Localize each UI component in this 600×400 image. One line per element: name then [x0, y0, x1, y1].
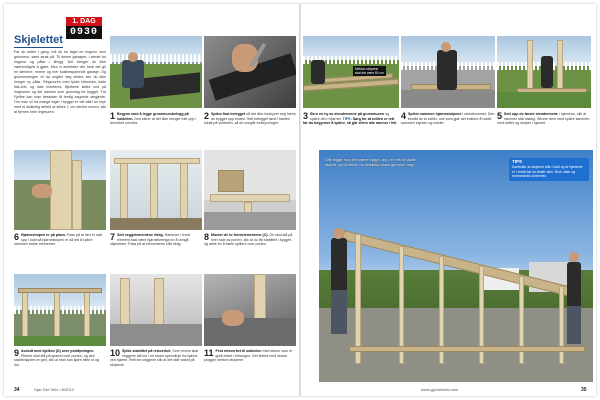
caption-step-6: 6 Hjørnestolpen er på plass. Pass på at den er satt opp i lodd så hjørnestolpen er så lett å spikre sammen andre elementer. — [14, 232, 102, 247]
photo-step-3 — [303, 36, 399, 108]
page-number-right: 35 — [581, 387, 587, 393]
magazine-spread — [4, 4, 596, 396]
main-photo — [319, 150, 593, 382]
folio-left: Gjør Det Selv • 8/2012 — [34, 387, 74, 392]
caption-step-2: 2 Spikre fast belegget så det ikke forskyver seg mens du bygger opp resten. Sett belegget først i kanten lokalt på sokkelen, så du unngår forskyvninger. — [204, 111, 296, 126]
caption-step-4: 4 Spikre sammen hjørnestolpene i stenderverket. Den består av to sviller, noe som gjør det enklere å holde sammen styrken og vinkler. — [401, 111, 495, 126]
photo-step-5 — [497, 36, 591, 108]
photo-step-1 — [110, 36, 202, 108]
day-label: 1. DAG — [66, 17, 102, 26]
caption-step-3: 3 Skru en ny av stendermene på grunnmuren og spikre den i hjørnet. TIPS: Sørg for at svillen er rett før du begynner å spikre, så går ellers alle ramner i feil. — [303, 111, 398, 126]
photo-step-6 — [14, 150, 106, 230]
main-photo-caption: Ofte legger man trer tværer bygge- opp i en rett, til stabilt skjelett, og så trekke i en skikkelig stramt gjennom vegg. — [325, 158, 416, 167]
folio-right: www.gjordetselv.com — [421, 387, 459, 392]
caption-step-8: 8 Monter de to frontelementene (C). De skal stå på hver side av porten, slik at du får stabilitet i bygget, og dekk for å bære spillere over porten. — [204, 232, 293, 247]
photo-step-9 — [14, 274, 106, 346]
photo-step-7 — [110, 150, 202, 230]
caption-step-10: 10 Sjekk stabilitet på reisverket. Som revers skal veggene slå inn i en stram spennlinje fra hjørne ved hjørne. Rett inn veggene slik at det står vinkel på stolpene. — [110, 348, 199, 367]
right-page — [301, 4, 596, 396]
tip-text: Kontroller at stolpene står i lodd og at hjørnene er i vinkel før du fester dem. Bruk vater og tommestokk underveis. — [512, 165, 583, 179]
caption-step-5: 5 Sett opp de første stendermene i hjørnene, slik at rammen står stødig. Stivere dem med spikre sammen med sviller og stolper i hjørnet. — [497, 111, 590, 126]
left-page — [4, 4, 299, 396]
caption-step-9: 9 Avslutt med bjelken (D) over portåpningen. Pirlene skal stå på sparret over porten, og den stablehøyden er grei, slik at man kan kjøre bilen ut og inn. — [14, 348, 100, 367]
photo-step-2 — [204, 36, 296, 108]
photo-step-4 — [401, 36, 495, 108]
tip-title: TIPS — [512, 159, 523, 164]
photo-step-10 — [110, 274, 202, 346]
step-3-photo-label: Mellom stolpene skal det være 60 cm — [355, 67, 384, 75]
intro-text: Før du setter i gang, må du ha laget en ringmur som grunnmur, samt strøk på. Til denne garasjen, i stedet for ringmur og pålar i tillegg. Det trenger du ikke nødvendigvis å gjøre. Men vi anbefaler det, fordi det gir en sterkere, renere og mer kostbesparende garasje. Og grunnmuringen vil da ungåre deg ekstra sen du ikke trenger ny pålar. Ringmuren med tykke reisverks, kalte tids-leel, og lask monteres. Bjelkene lades ned på ringmuren og det dannes som grunnlag for bygget. Fra Fjelltre kan man dessuten få ferdig kappede stegjerde. Om man vil fra mange fuger i bygget er det aldri for mye med et skikkelig arbeid at stikke 1 cm utenfor muren, slik at fjernes hele ringmuren. — [14, 50, 106, 114]
photo-step-8 — [204, 150, 296, 230]
photo-step-11 — [204, 274, 296, 346]
time-label: 0930 — [66, 26, 102, 39]
caption-step-1: 1 Begynn med å legge grunnmursbelegg på sokkelen. Den sikrer at det ikke trenger fukt opp i treverket ovenfra. — [110, 111, 197, 126]
caption-step-7: 7 Sett veggelementene riktig. Rammen i hvert element skal være hjørnekeringa for å unngå skjevheter. Pass på at elementene står riktig. — [110, 232, 191, 247]
caption-step-11: 11 Fest reisverket til sokkelen med skruer som er godt festet i betongen. Det festes med skruer plugger mellom stolpene. — [204, 348, 293, 363]
section-title: Skjelettet — [14, 34, 63, 46]
day-badge — [66, 17, 102, 39]
page-number-left: 34 — [14, 387, 20, 393]
tip-box — [509, 158, 589, 181]
